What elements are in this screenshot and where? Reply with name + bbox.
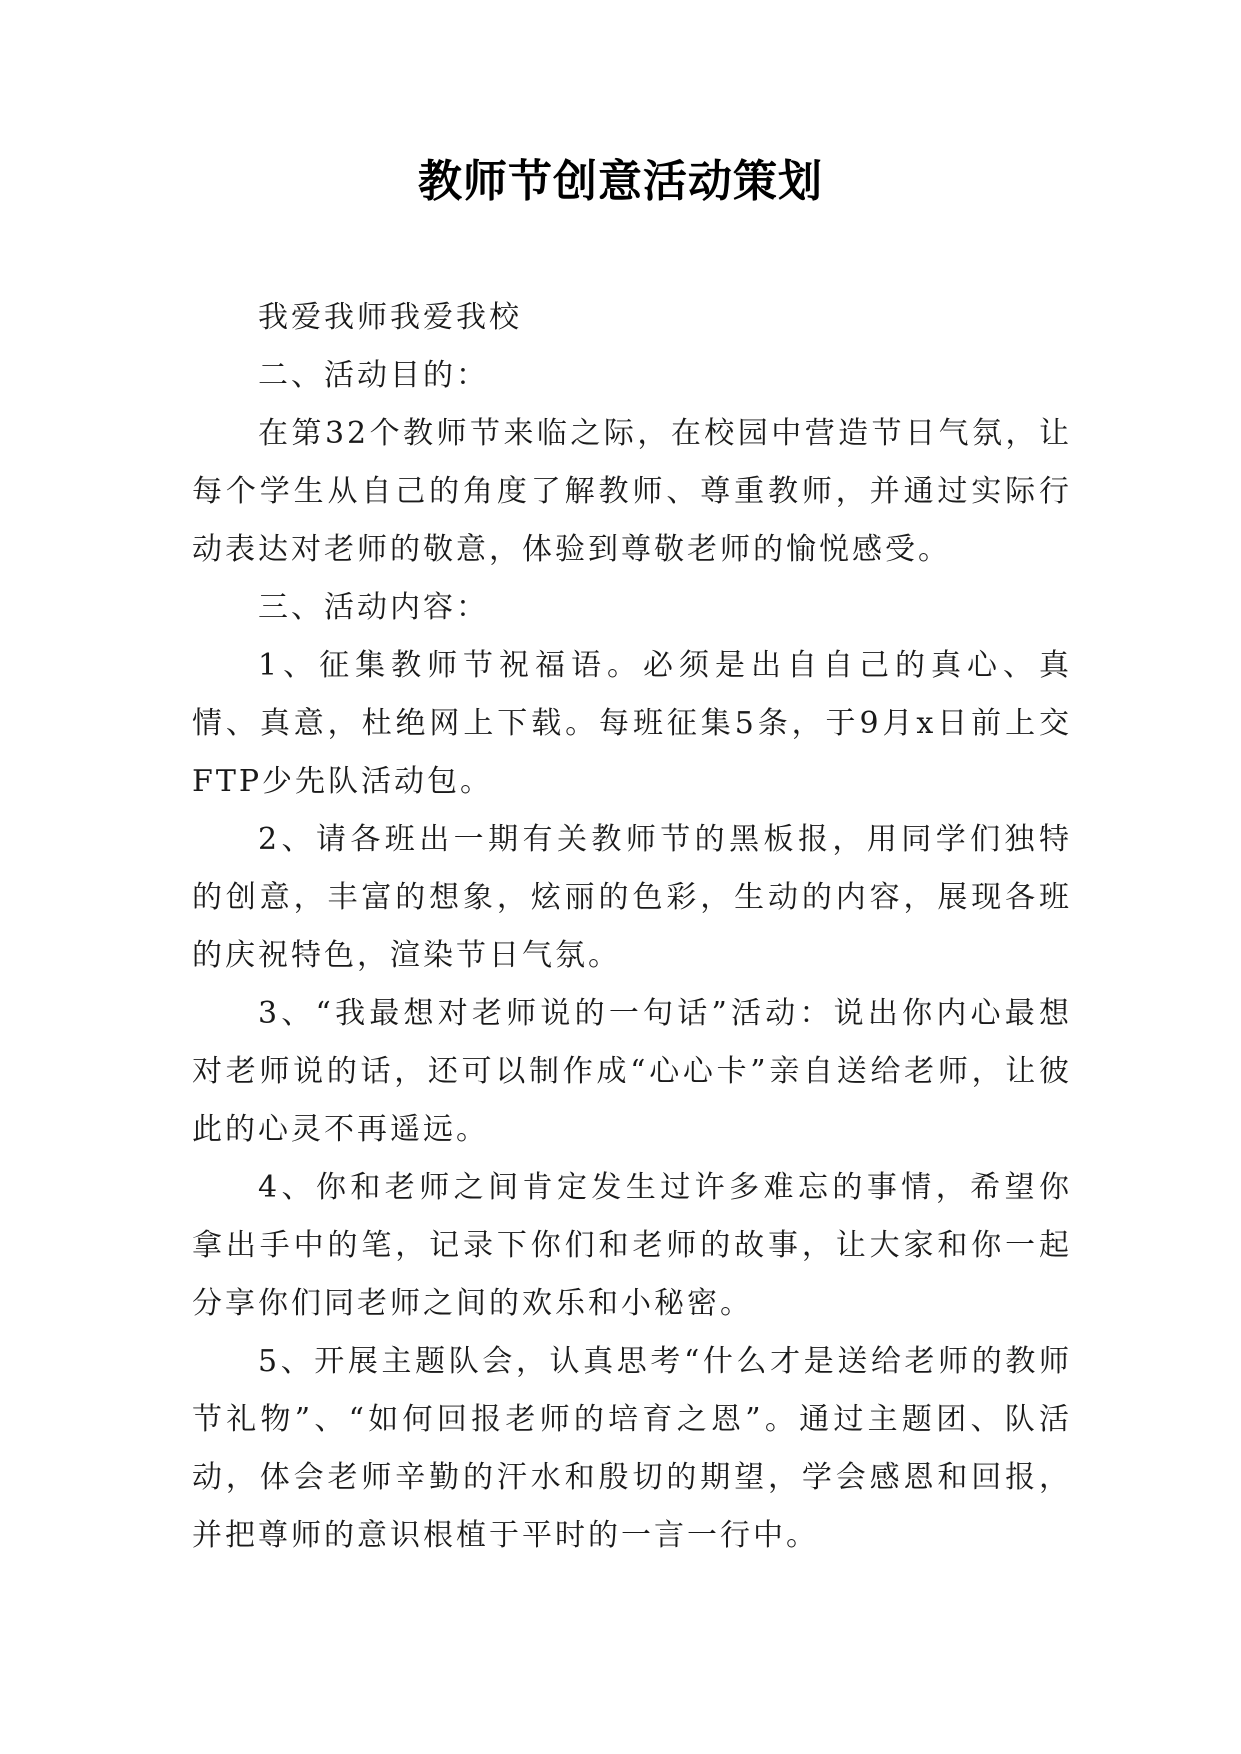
document-title: 教师节创意活动策划 [418,156,823,207]
heading-activity-purpose: 二、活动目的： [258,358,489,393]
document-body [192,289,1072,1565]
paragraph-item-2: 2、请各班出一期有关教师节的黑板报，用同学们独特的创意，丰富的想象，炫丽的色彩，生动的内容，展现各班的庆祝特色，渲染节日气氛。 [192,822,1072,973]
paragraph-item-5: 5、开展主题队会，认真思考“什么才是送给老师的教师节礼物”、“如何回报老师的培育之恩”。通过主题团、队活动，体会老师辛勤的汗水和殷切的期望，学会感恩和回报，并把尊师的意识根植于平时的一言一行中。 [192,1344,1072,1553]
paragraph-item-1: 1、征集教师节祝福语。必须是出自自己的真心、真情、真意，杜绝网上下载。每班征集5条，于9月x日前上交FTP少先队活动包。 [192,648,1072,799]
paragraph-slogan: 我爱我师我爱我校 [258,300,522,335]
paragraph-purpose: 在第32个教师节来临之际，在校园中营造节日气氛，让每个学生从自己的角度了解教师、尊重教师，并通过实际行动表达对老师的敬意，体验到尊敬老师的愉悦感受。 [192,416,1072,567]
paragraph-item-3: 3、“我最想对老师说的一句话”活动：说出你内心最想对老师说的话，还可以制作成“心心卡”亲自送给老师，让彼此的心灵不再遥远。 [192,996,1072,1147]
heading-activity-content: 三、活动内容： [258,590,489,625]
paragraph-item-4: 4、你和老师之间肯定发生过许多难忘的事情，希望你拿出手中的笔，记录下你们和老师的故事，让大家和你一起分享你们同老师之间的欢乐和小秘密。 [192,1170,1072,1321]
